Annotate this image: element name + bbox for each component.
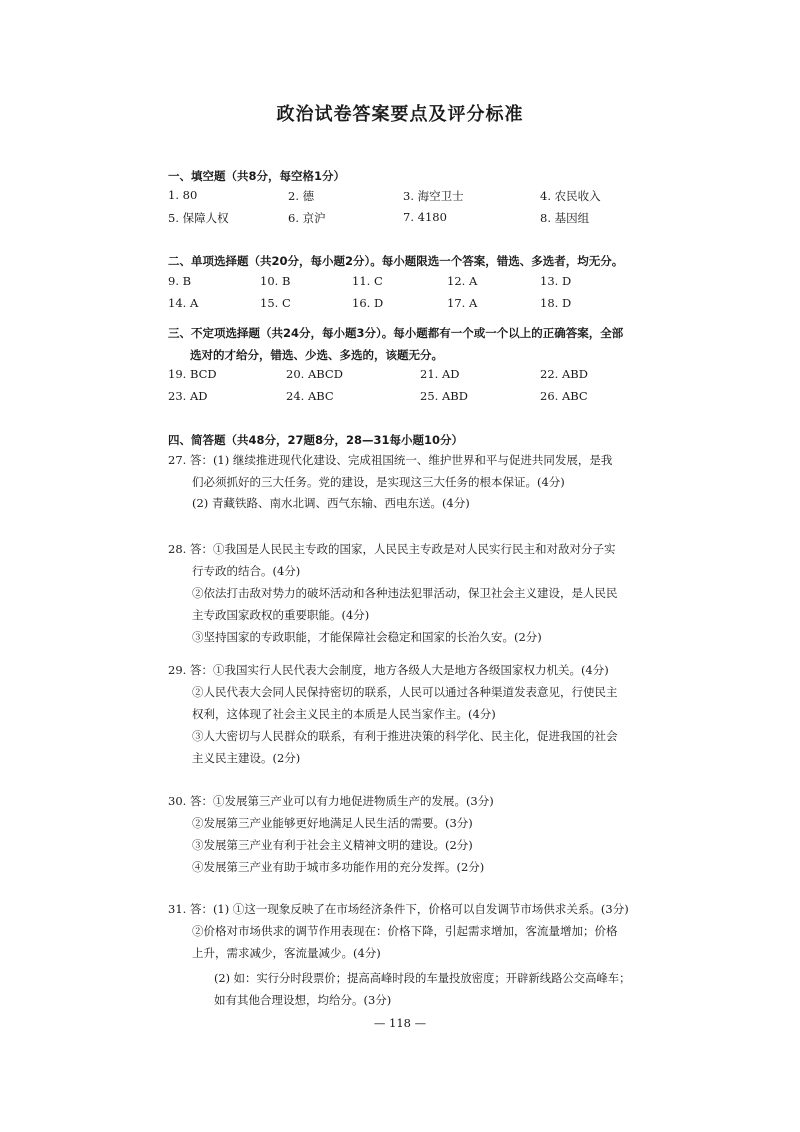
answer-28-line-4: 主专政国家政权的重要职能。(4分) xyxy=(192,608,370,622)
answer-item: 10. B xyxy=(260,274,291,288)
section1-heading: 一、填空题（共8分，每空格1分） xyxy=(168,169,346,183)
answer-item: 23. AD xyxy=(168,389,208,403)
answer-28-line-5: ③坚持国家的专政职能，才能保障社会稳定和国家的长治久安。(2分) xyxy=(192,630,542,644)
answer-31-line-4: (2) 如：实行分时段票价；提高高峰时段的车量投放密度；开辟新线路公交高峰车； xyxy=(214,971,631,985)
answer-30-line-1: 30. 答：①发展第三产业可以有力地促进物质生产的发展。(3分) xyxy=(168,794,494,808)
answer-27-line-1: 27. 答：(1) 继续推进现代化建设、完成祖国统一、维护世界和平与促进共同发展，是我 xyxy=(168,453,613,467)
answer-item: 6. 京沪 xyxy=(288,211,326,225)
answer-29-line-2: ②人民代表大会同人民保持密切的联系，人民可以通过各种渠道发表意见，行使民主 xyxy=(192,685,618,699)
section3-heading-line-1: 三、不定项选择题（共24分，每小题3分）。每小题都有一个或一个以上的正确答案，全部 xyxy=(168,326,624,340)
answer-item: 25. ABD xyxy=(420,389,468,403)
answer-item: 12. A xyxy=(447,274,478,288)
answer-item: 11. C xyxy=(352,274,383,288)
answer-item: 17. A xyxy=(447,296,478,310)
answer-item: 14. A xyxy=(168,296,199,310)
answer-item: 20. ABCD xyxy=(286,367,343,381)
answer-30-line-3: ③发展第三产业有利于社会主义精神文明的建设。(2分) xyxy=(192,838,473,852)
answer-item: 24. ABC xyxy=(286,389,334,403)
answer-item: 13. D xyxy=(540,274,572,288)
section4-heading: 四、简答题（共48分，27题8分，28—31每小题10分） xyxy=(168,433,464,447)
answer-item: 3. 海空卫士 xyxy=(403,189,464,203)
answer-item: 26. ABC xyxy=(540,389,588,403)
answer-29-line-4: ③人大密切与人民群众的联系，有利于推进决策的科学化、民主化，促进我国的社会 xyxy=(192,729,618,743)
answer-28-line-3: ②依法打击敌对势力的破坏活动和各种违法犯罪活动，保卫社会主义建设，是人民民 xyxy=(192,586,618,600)
section3-heading-line-2: 选对的才给分，错选、少选、多选的，该题无分。 xyxy=(190,348,443,362)
answer-27-line-3: (2) 青藏铁路、南水北调、西气东输、西电东送。(4分) xyxy=(192,496,470,510)
answer-item: 16. D xyxy=(352,296,384,310)
answer-29-line-3: 权利，这体现了社会主义民主的本质是人民当家作主。(4分) xyxy=(192,707,496,721)
answer-item: 4. 农民收入 xyxy=(540,189,601,203)
answer-item: 2. 德 xyxy=(288,189,315,203)
answer-30-line-2: ②发展第三产业能够更好地满足人民生活的需要。(3分) xyxy=(192,816,473,830)
answer-27-line-2: 们必须抓好的三大任务。党的建设，是实现这三大任务的根本保证。(4分) xyxy=(192,475,565,489)
answer-item: 18. D xyxy=(540,296,572,310)
answer-31-line-5: 如有其他合理设想，均给分。(3分) xyxy=(214,993,392,1007)
answer-item: 15. C xyxy=(260,296,291,310)
answer-29-line-1: 29. 答：①我国实行人民代表大会制度，地方各级人大是地方各级国家权力机关。(4分) xyxy=(168,663,609,677)
answer-31-line-1: 31. 答：(1) ①这一现象反映了在市场经济条件下，价格可以自发调节市场供求关系。(3分) xyxy=(168,902,629,916)
page-title: 政治试卷答案要点及评分标准 xyxy=(276,104,524,125)
answer-item: 1. 80 xyxy=(168,188,198,202)
answer-item: 8. 基因组 xyxy=(540,211,590,225)
answer-item: 21. AD xyxy=(420,367,460,381)
answer-item: 9. B xyxy=(168,274,192,288)
answer-31-line-2: ②价格对市场供求的调节作用表现在：价格下降，引起需求增加，客流量增加；价格 xyxy=(192,924,618,938)
page-number: — 118 — xyxy=(373,1016,427,1030)
answer-item: 7. 4180 xyxy=(403,210,447,224)
answer-item: 19. BCD xyxy=(168,367,217,381)
answer-28-line-2: 行专政的结合。(4分) xyxy=(192,564,301,578)
answer-29-line-5: 主义民主建设。(2分) xyxy=(192,751,301,765)
answer-31-line-3: 上升，需求减少，客流量减少。(4分) xyxy=(192,946,381,960)
answer-28-line-1: 28. 答：①我国是人民民主专政的国家，人民民主专政是对人民实行民主和对敌对分子实 xyxy=(168,542,616,556)
answer-item: 22. ABD xyxy=(540,367,588,381)
answer-30-line-4: ④发展第三产业有助于城市多功能作用的充分发挥。(2分) xyxy=(192,860,485,874)
answer-item: 5. 保障人权 xyxy=(168,211,229,225)
section2-heading: 二、单项选择题（共20分，每小题2分）。每小题限选一个答案，错选、多选者，均无分。 xyxy=(168,254,624,268)
